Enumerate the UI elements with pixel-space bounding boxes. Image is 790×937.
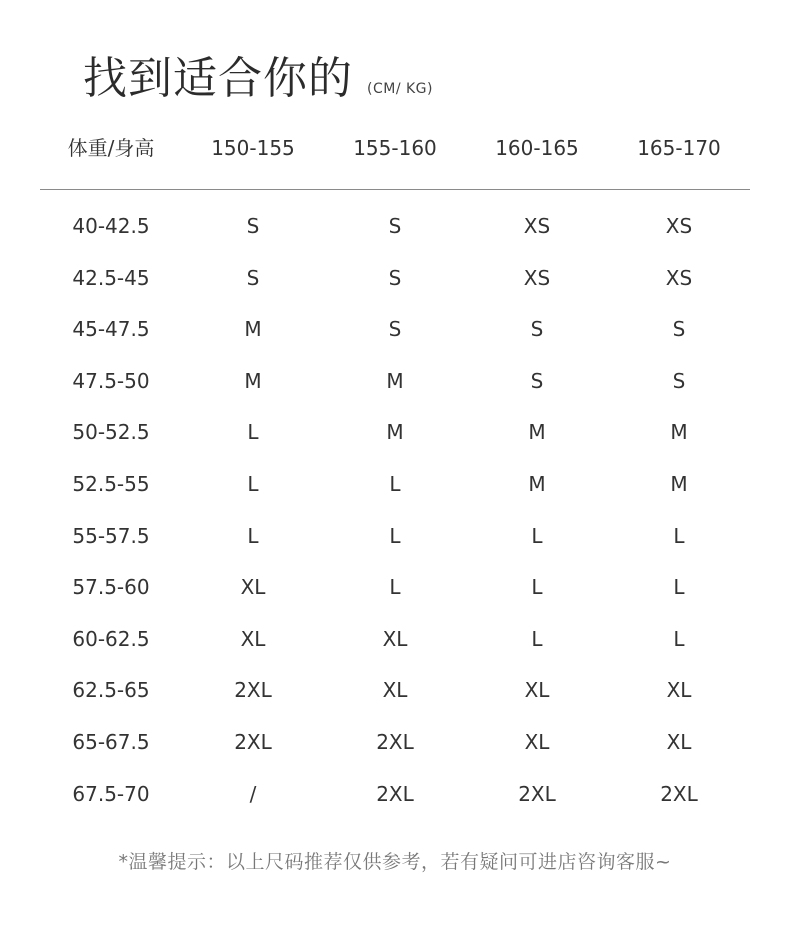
size-cell: 2XL — [376, 729, 414, 754]
size-cell: L — [531, 523, 543, 548]
weight-cell: 55-57.5 — [72, 523, 150, 548]
header-divider — [40, 189, 750, 190]
header-cell-155-160: 155-160 — [353, 136, 437, 160]
table-row — [40, 212, 750, 264]
size-cell: S — [246, 214, 260, 238]
size-cell: XS — [665, 214, 693, 238]
weight-cell: 65-67.5 — [72, 729, 150, 754]
unit-label: (CM/ KG) — [367, 81, 433, 97]
header-cell-165-170: 165-170 — [637, 136, 721, 160]
weight-cell: 40-42.5 — [72, 214, 150, 238]
size-cell: 2XL — [234, 729, 272, 754]
title-block — [83, 42, 433, 106]
size-cell: L — [389, 523, 401, 548]
size-cell: S — [672, 317, 686, 342]
weight-cell: 67.5-70 — [72, 781, 150, 806]
size-cell: XL — [382, 678, 408, 703]
size-cell: M — [386, 420, 404, 445]
footnote: *温馨提示：以上尺码推荐仅供参考，若有疑问可进店咨询客服~ — [118, 851, 672, 873]
size-cell: XL — [524, 729, 550, 754]
size-cell: / — [249, 781, 257, 806]
table-row — [40, 780, 750, 832]
size-cell: M — [528, 420, 546, 445]
size-cell: 2XL — [234, 678, 272, 703]
table-row — [40, 315, 750, 367]
size-cell: S — [388, 265, 402, 290]
weight-cell: 47.5-50 — [72, 368, 150, 393]
table-row — [40, 728, 750, 780]
size-cell: S — [672, 368, 686, 393]
table-row — [40, 522, 750, 574]
table-row — [40, 367, 750, 419]
size-cell: L — [673, 575, 685, 600]
size-cell: L — [531, 575, 543, 600]
size-cell: XL — [240, 626, 266, 651]
size-cell: 2XL — [518, 781, 556, 806]
size-cell: S — [246, 265, 260, 290]
size-cell: L — [673, 523, 685, 548]
size-cell: M — [386, 368, 404, 393]
weight-cell: 60-62.5 — [72, 626, 150, 651]
header-cell-weight-height: 体重/身高 — [67, 136, 155, 160]
table-row — [40, 625, 750, 677]
size-cell: S — [388, 214, 402, 238]
size-cell: M — [244, 368, 262, 393]
size-cell: L — [389, 471, 401, 496]
size-cell: XL — [666, 678, 692, 703]
table-row — [40, 676, 750, 728]
size-cell: 2XL — [660, 781, 698, 806]
size-cell: XL — [666, 729, 692, 754]
size-cell: XS — [523, 265, 551, 290]
size-cell: S — [530, 317, 544, 342]
weight-cell: 52.5-55 — [72, 471, 150, 496]
weight-cell: 57.5-60 — [72, 575, 150, 600]
size-cell: M — [244, 317, 262, 342]
size-cell: L — [389, 575, 401, 600]
size-cell: M — [670, 471, 688, 496]
weight-cell: 50-52.5 — [72, 420, 150, 445]
size-cell: L — [531, 626, 543, 651]
weight-cell: 45-47.5 — [72, 317, 150, 342]
table-header — [40, 134, 750, 162]
table-row — [40, 573, 750, 625]
header-cell-160-165: 160-165 — [495, 136, 579, 160]
size-cell: S — [530, 368, 544, 393]
size-cell: L — [247, 523, 259, 548]
page-title: 找到适合你的 — [83, 53, 353, 104]
header-cell-150-155: 150-155 — [211, 136, 295, 160]
size-cell: XS — [665, 265, 693, 290]
size-cell: M — [528, 471, 546, 496]
table-row — [40, 418, 750, 470]
size-cell: L — [247, 420, 259, 445]
weight-cell: 62.5-65 — [72, 678, 150, 703]
size-cell: M — [670, 420, 688, 445]
table-row — [40, 264, 750, 316]
size-cell: XS — [523, 214, 551, 238]
weight-cell: 42.5-45 — [72, 265, 150, 290]
size-cell: L — [673, 626, 685, 651]
size-cell: XL — [382, 626, 408, 651]
size-cell: XL — [524, 678, 550, 703]
table-row — [40, 470, 750, 522]
size-table-body — [40, 212, 750, 831]
size-cell: S — [388, 317, 402, 342]
size-cell: 2XL — [376, 781, 414, 806]
size-cell: L — [247, 471, 259, 496]
size-cell: XL — [240, 575, 266, 600]
